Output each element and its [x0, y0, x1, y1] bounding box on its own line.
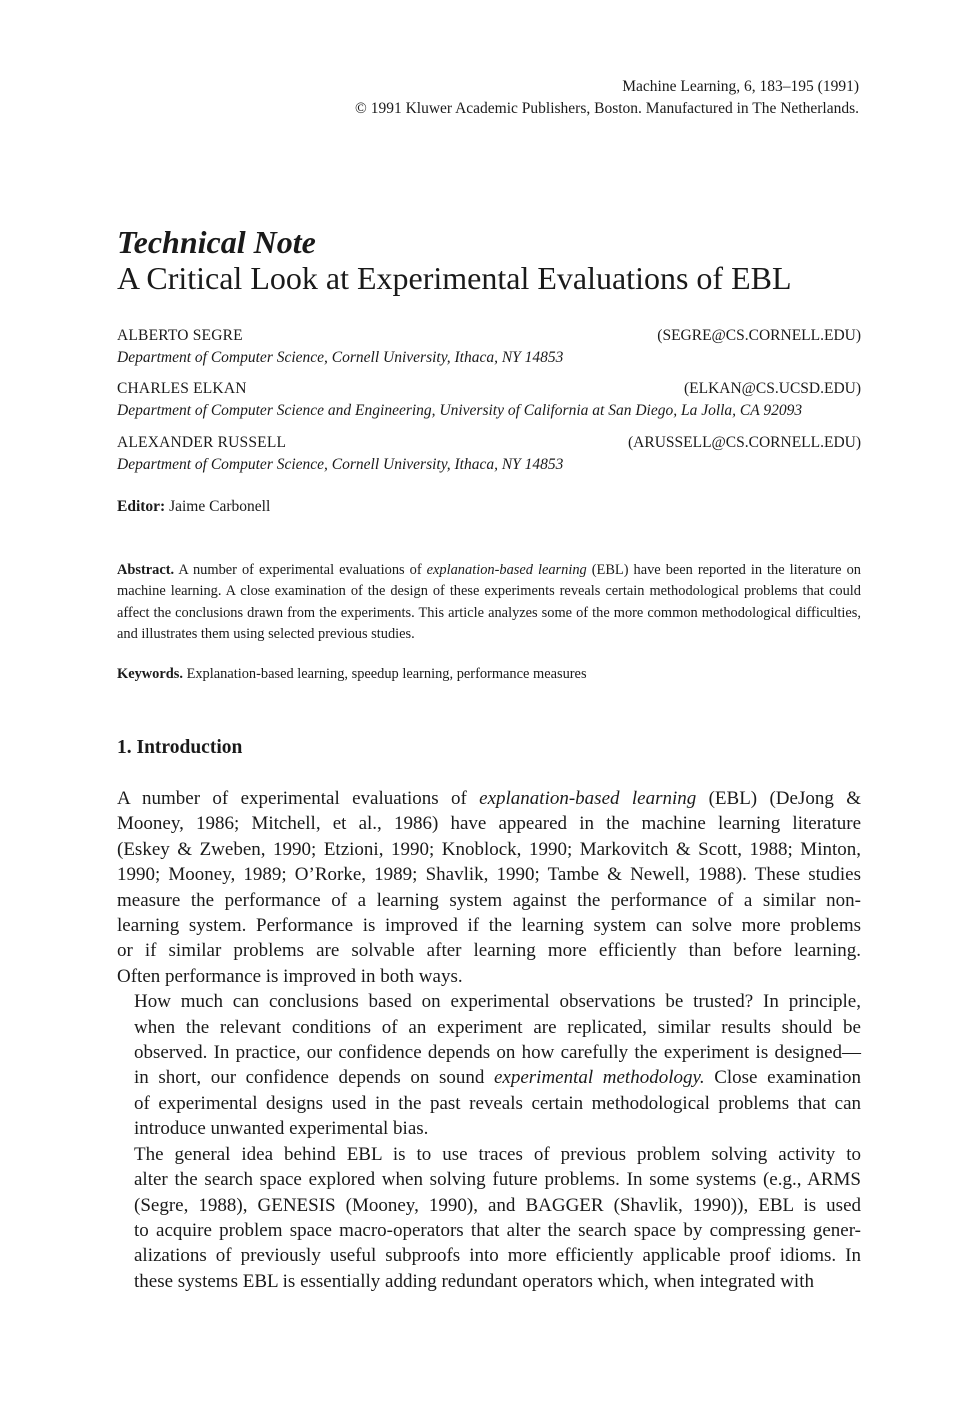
text-line — [117, 786, 861, 811]
text-line — [117, 913, 861, 938]
text-line — [117, 1015, 861, 1040]
text-run: alizations of previously useful subproofs into more efficiently applicable proof idioms. In — [134, 1245, 861, 1267]
text-line — [117, 811, 861, 836]
text-line — [117, 1243, 861, 1268]
text-line — [117, 1040, 861, 1065]
abstract-text-after: (EBL) have been reported in the literature on machine learning. A close examination of the design of these experiments reveals certain methodological problems that could affect the conclusions drawn from the experiments. This article analyzes some of the more common methodological difficulties, and illustrates them using selected previous studies. — [117, 562, 861, 642]
author-block — [117, 378, 861, 422]
editor-name: Jaime Carbonell — [169, 498, 271, 515]
abstract — [117, 560, 861, 645]
journal-copyright: © 1991 Kluwer Academic Publishers, Boston. Manufactured in The Netherlands. — [355, 100, 859, 117]
text-run: or if similar problems are solvable after learning more efficiently than before learning. — [117, 940, 861, 962]
author-email: (ARUSSELL@CS.CORNELL.EDU) — [628, 434, 861, 451]
text-run: (EBL) (DeJong & — [696, 788, 861, 809]
author-affiliation: Department of Computer Science, Cornell University, Ithaca, NY 14853 — [117, 349, 564, 366]
text-line — [117, 1218, 861, 1243]
author-affiliation: Department of Computer Science, Cornell University, Ithaca, NY 14853 — [117, 456, 564, 473]
text-run: A number of experimental evaluations of — [117, 788, 480, 809]
text-line — [117, 1065, 861, 1090]
journal-citation: Machine Learning, 6, 183–195 (1991) — [622, 78, 859, 95]
text-line — [117, 888, 861, 913]
text-line — [117, 1167, 861, 1192]
text-line — [117, 989, 861, 1014]
text-run: The general idea behind EBL is to use traces of previous problem solving activity to — [134, 1143, 861, 1165]
text-line — [117, 964, 861, 989]
author-block — [117, 325, 861, 369]
author-name: ALEXANDER RUSSELL — [117, 434, 287, 451]
editor-label: Editor: — [117, 498, 166, 515]
text-run: (Eskey & Zweben, 1990; Etzioni, 1990; Knoblock, 1990; Markovitch & Scott, 1988; Minton, — [117, 838, 861, 860]
text-line — [117, 1142, 861, 1167]
section-heading: 1. Introduction — [117, 737, 243, 758]
author-name: ALBERTO SEGRE — [117, 327, 243, 344]
text-run: 1990; Mooney, 1989; O’Rorke, 1989; Shavlik, 1990; Tambe & Newell, 1988). These studies — [117, 864, 861, 886]
text-line — [117, 1116, 861, 1141]
author-email: (SEGRE@CS.CORNELL.EDU) — [657, 327, 861, 344]
text-run: Often performance is improved in both ways. — [117, 965, 463, 987]
text-line — [117, 1091, 861, 1116]
author-email: (ELKAN@CS.UCSD.EDU) — [683, 380, 861, 397]
paragraph — [117, 786, 861, 989]
journal-header — [355, 76, 859, 120]
text-run: alter the search space explored when solving future problems. In some systems (e.g., ARMS — [134, 1169, 861, 1191]
author-name: CHARLES ELKAN — [117, 380, 247, 397]
text-line — [117, 862, 861, 887]
abstract-emphasis: explanation-based learning — [426, 562, 587, 578]
body-text — [117, 786, 861, 1294]
article-title: A Critical Look at Experimental Evaluations of EBL — [117, 260, 792, 296]
text-run: in short, our confidence depends on sound — [134, 1067, 494, 1089]
text-run: introduce unwanted experimental bias. — [134, 1118, 429, 1140]
paragraph — [117, 989, 861, 1141]
abstract-label: Abstract. — [117, 562, 175, 578]
text-line — [117, 1193, 861, 1218]
abstract-text-before: A number of experimental evaluations of — [178, 562, 422, 578]
text-run: observed. In practice, our confidence depends on how carefully the experiment is designed— — [134, 1042, 861, 1064]
emphasis-text: experimental methodology. — [493, 1067, 705, 1089]
keywords — [117, 664, 861, 685]
emphasis-text: explanation-based learning — [479, 788, 697, 809]
paragraph — [117, 1142, 861, 1294]
text-run: of experimental designs used in the past reveals certain methodological problems that can — [134, 1092, 861, 1114]
text-run: when the relevant conditions of an experiment are replicated, similar results should be — [134, 1016, 861, 1038]
editor-line — [117, 496, 270, 518]
text-run: learning system. Performance is improved if the learning system can solve more problems — [117, 915, 861, 937]
keywords-text: Explanation-based learning, speedup learning, performance measures — [186, 666, 587, 682]
text-line — [117, 837, 861, 862]
article-label: Technical Note — [117, 224, 316, 260]
text-line — [117, 1269, 861, 1294]
text-run: (Segre, 1988), GENESIS (Mooney, 1990), and BAGGER (Shavlik, 1990)), EBL is used — [134, 1194, 861, 1216]
text-run: measure the performance of a learning system against the performance of a similar non- — [117, 889, 861, 911]
text-run: Close examination — [704, 1067, 861, 1089]
text-run: Mooney, 1986; Mitchell, et al., 1986) have appeared in the machine learning literature — [117, 813, 861, 835]
keywords-label: Keywords. — [117, 666, 183, 682]
text-run: How much can conclusions based on experimental observations be trusted? In principle, — [134, 991, 861, 1013]
text-line — [117, 938, 861, 963]
text-run: these systems EBL is essentially adding redundant operators which, when integrated with — [134, 1270, 814, 1292]
author-block — [117, 432, 861, 476]
text-run: to acquire problem space macro-operators that alter the search space by compressing gener- — [134, 1219, 861, 1241]
author-affiliation: Department of Computer Science and Engineering, University of California at San Diego, La Jolla, CA 92093 — [117, 402, 803, 419]
